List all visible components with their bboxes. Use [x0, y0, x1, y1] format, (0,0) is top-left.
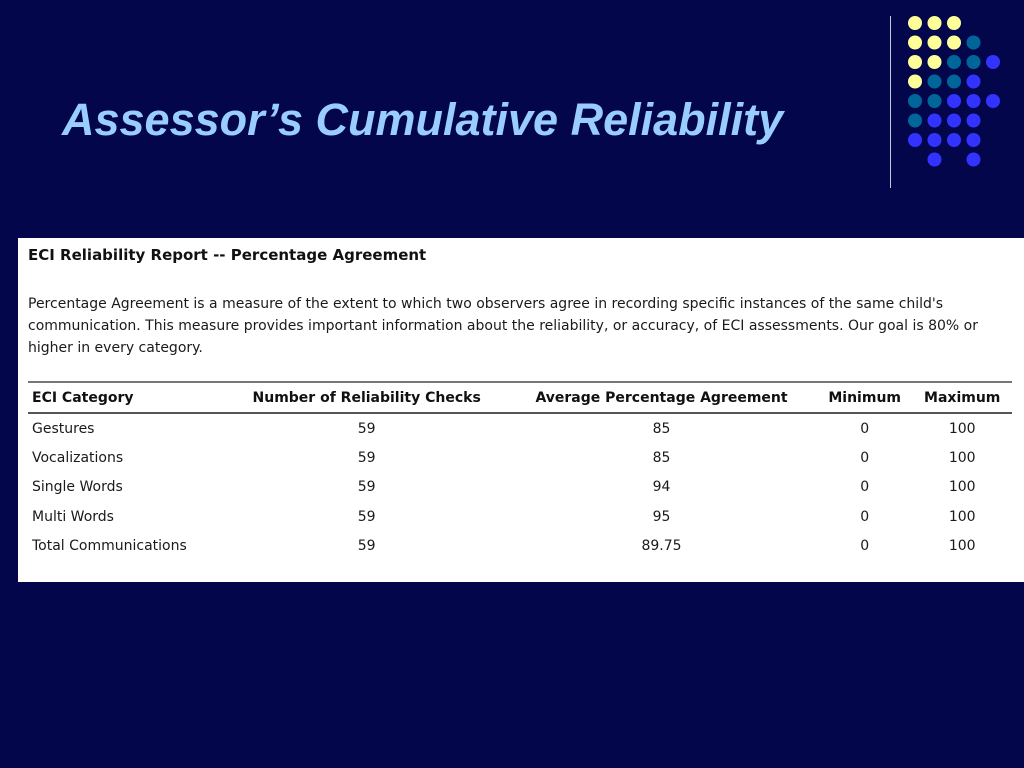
decoration-dot	[967, 94, 981, 108]
table-row	[28, 473, 1012, 502]
decoration-dot	[908, 16, 922, 30]
header-maximum: Maximum	[924, 389, 1001, 406]
cell-category: Vocalizations	[32, 450, 124, 467]
cell-checks: 59	[357, 479, 376, 496]
table-row	[28, 502, 1012, 531]
cell-category: Single Words	[32, 479, 123, 496]
decoration-dot	[967, 36, 981, 50]
decoration-dot	[928, 94, 942, 108]
cell-maximum: 100	[948, 538, 976, 555]
table-header-row	[28, 382, 1012, 413]
decoration-dot	[928, 133, 942, 147]
cell-maximum: 100	[948, 508, 976, 525]
cell-checks: 59	[357, 508, 376, 525]
decoration-dot	[928, 16, 942, 30]
slide-title: Assessor’s Cumulative Reliability	[62, 94, 784, 145]
decoration-dot	[928, 153, 942, 167]
decoration-dot	[908, 133, 922, 147]
decoration-dot	[967, 75, 981, 89]
cell-category: Total Communications	[32, 538, 187, 555]
decoration-dot	[967, 114, 981, 128]
table-row	[28, 443, 1012, 472]
cell-average: 95	[652, 508, 671, 525]
decoration-dot	[928, 36, 942, 50]
decoration-dot	[947, 114, 961, 128]
decoration-dot	[947, 55, 961, 69]
decoration-dot	[928, 75, 942, 89]
decoration-dot	[908, 114, 922, 128]
decoration-dot	[967, 133, 981, 147]
cell-average: 94	[652, 479, 671, 496]
cell-minimum: 0	[860, 420, 870, 437]
reliability-table	[28, 381, 1012, 561]
header-reliability-checks: Number of Reliability Checks	[252, 389, 481, 406]
cell-maximum: 100	[948, 479, 976, 496]
decoration-dot	[928, 114, 942, 128]
table-row	[28, 413, 1012, 443]
cell-checks: 59	[357, 450, 376, 467]
cell-maximum: 100	[948, 450, 976, 467]
decoration-dot	[967, 153, 981, 167]
decoration-dot	[947, 94, 961, 108]
decoration-dot	[928, 55, 942, 69]
decoration-dot	[947, 75, 961, 89]
cell-maximum: 100	[948, 420, 976, 437]
cell-minimum: 0	[860, 538, 870, 555]
decoration-dot	[908, 94, 922, 108]
cell-minimum: 0	[860, 450, 870, 467]
cell-average: 85	[652, 450, 671, 467]
decoration-dot	[908, 55, 922, 69]
decoration-dot	[986, 55, 1000, 69]
cell-minimum: 0	[860, 508, 870, 525]
decoration-dot	[967, 55, 981, 69]
decoration-dot	[947, 16, 961, 30]
decoration-dot	[947, 36, 961, 50]
header-minimum: Minimum	[828, 389, 901, 406]
cell-average: 89.75	[641, 538, 682, 555]
cell-average: 85	[652, 420, 671, 437]
header-average-agreement: Average Percentage Agreement	[535, 389, 788, 406]
header-eci-category: ECI Category	[32, 389, 134, 406]
title-divider-line	[890, 16, 891, 188]
cell-category: Multi Words	[32, 508, 114, 525]
report-title: ECI Reliability Report -- Percentage Agreement	[28, 246, 427, 264]
cell-minimum: 0	[860, 479, 870, 496]
decoration-dot	[947, 133, 961, 147]
reliability-report-panel	[18, 238, 1024, 582]
decoration-dot	[986, 94, 1000, 108]
cell-category: Gestures	[32, 420, 95, 437]
decoration-dot	[908, 36, 922, 50]
cell-checks: 59	[357, 420, 376, 437]
table-row	[28, 532, 1012, 561]
report-description: Percentage Agreement is a measure of the extent to which two observers agree in recording specific instances of the same child's communication. This measure provides important information about the reliability, or accuracy, of ECI assessments. Our goal is 80% or higher in every category.	[28, 296, 978, 356]
dot-grid-decoration-icon	[906, 12, 1006, 172]
cell-checks: 59	[357, 538, 376, 555]
decoration-dot	[908, 75, 922, 89]
